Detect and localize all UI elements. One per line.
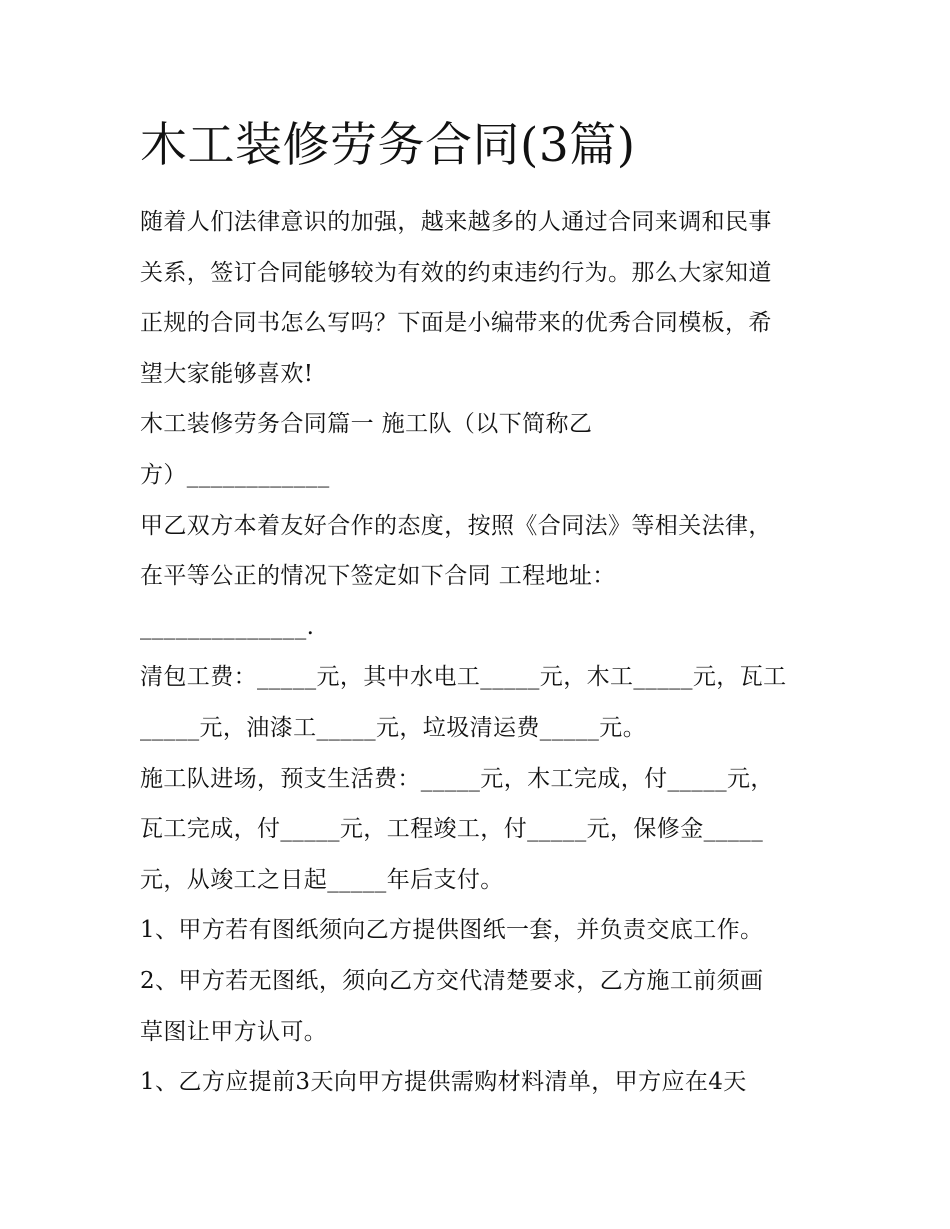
paragraph-line: 望大家能够喜欢! (140, 360, 314, 387)
paragraph-line: 施工队进场，预支生活费：_____元，木工完成，付_____元， (140, 765, 774, 792)
paragraph-line: 关系，签订合同能够较为有效的约束违约行为。那么大家知道 (140, 259, 772, 286)
paragraph-line: 木工装修劳务合同篇一 施工队（以下简称乙 (140, 411, 593, 438)
paragraph-line: ______________. (140, 613, 315, 640)
paragraph-line: 1、乙方应提前3天向甲方提供需购材料清单，甲方应在4天 (140, 1069, 747, 1096)
document-title: 木工装修劳务合同(3篇) (140, 118, 636, 173)
paragraph-line: 清包工费：_____元，其中水电工_____元，木工_____元，瓦工 (140, 664, 787, 691)
paragraph-line: 2、甲方若无图纸，须向乙方交代清楚要求，乙方施工前须画 (140, 967, 764, 994)
paragraph-line: 草图让甲方认可。 (140, 1018, 328, 1045)
paragraph-line: 元，从竣工之日起_____年后支付。 (140, 866, 504, 893)
paragraph-line: 正规的合同书怎么写吗？下面是小编带来的优秀合同模板，希 (140, 310, 772, 337)
paragraph-line: 方）____________ (140, 461, 330, 488)
document-body (140, 197, 830, 1108)
paragraph-line: 1、甲方若有图纸须向乙方提供图纸一套，并负责交底工作。 (140, 917, 764, 944)
paragraph-line: _____元，油漆工_____元，垃圾清运费_____元。 (140, 714, 647, 741)
paragraph-line: 甲乙双方本着友好合作的态度，按照《合同法》等相关法律， (140, 512, 772, 539)
paragraph-line: 随着人们法律意识的加强，越来越多的人通过合同来调和民事 (140, 209, 772, 235)
paragraph-line: 在平等公正的情况下签定如下合同 工程地址： (140, 563, 616, 590)
paragraph-line: 瓦工完成，付_____元，工程竣工，付_____元，保修金_____ (140, 816, 764, 843)
